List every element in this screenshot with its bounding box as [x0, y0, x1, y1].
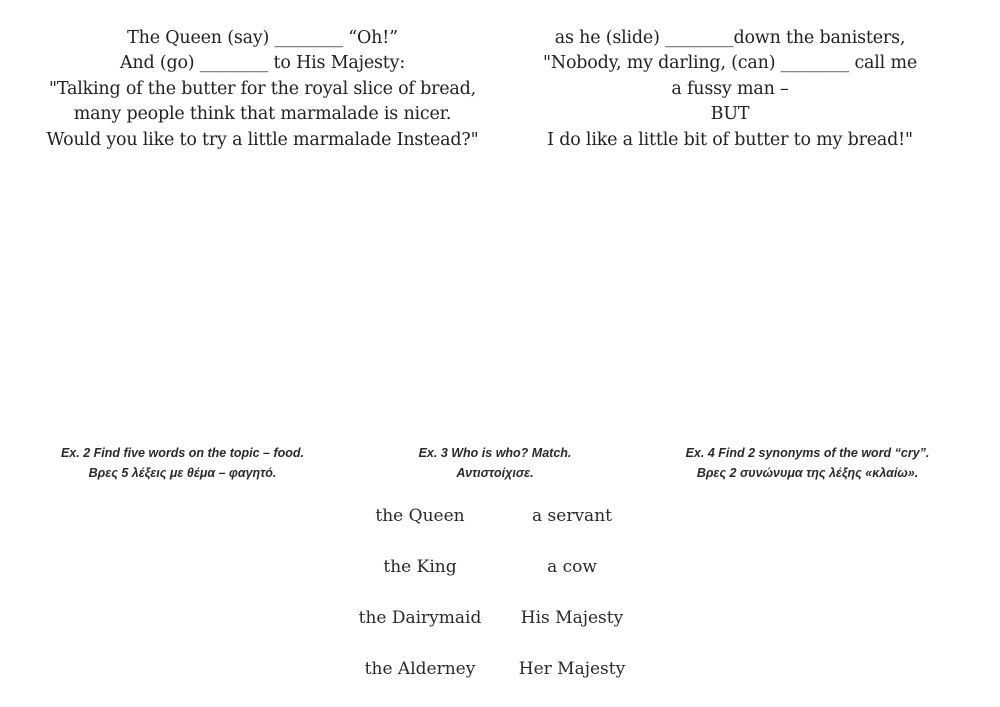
- poem-right-stanza: [510, 26, 950, 153]
- poem-line: And (go) ________ to His Majesty:: [119, 53, 406, 74]
- exercise-4-instruction-greek: Βρες 2 συνώνυμα της λέξης «κλαίω».: [696, 466, 919, 480]
- exercise-3-instruction: Ex. 3 Who is who? Match.: [418, 446, 572, 460]
- match-item-right[interactable]: a servant: [532, 506, 612, 526]
- poem-line: "Nobody, my darling, (can) ________ call me: [543, 53, 917, 74]
- poem-line: The Queen (say) ________ “Oh!”: [127, 28, 398, 48]
- poem-line: many people think that marmalade is nicer.: [73, 104, 452, 125]
- exercise-3-instruction-greek: Αντιστοίχισε.: [456, 466, 534, 480]
- match-item-left[interactable]: the Alderney: [364, 659, 476, 679]
- poem-line: a fussy man –: [671, 78, 789, 99]
- exercise-2-heading: [30, 443, 335, 483]
- exercise-2-instruction: Ex. 2 Find five words on the topic – food.: [60, 446, 305, 460]
- exercise-2-instruction-greek: Βρες 5 λέξεις με θέμα – φαγητό.: [88, 466, 277, 480]
- match-item-left[interactable]: the Dairymaid: [358, 608, 482, 628]
- poem-left-stanza: [40, 26, 485, 153]
- poem-line: Would you like to try a little marmalade Instead?": [46, 129, 479, 150]
- match-item-right[interactable]: a cow: [547, 557, 597, 577]
- exercise-3-heading: [375, 443, 615, 483]
- match-item-right[interactable]: Her Majesty: [518, 659, 626, 679]
- match-item-left[interactable]: the Queen: [375, 506, 465, 526]
- poem-line: as he (slide) ________down the banisters,: [554, 28, 906, 48]
- match-item-right[interactable]: His Majesty: [520, 608, 624, 628]
- exercise-4-heading: [655, 443, 960, 483]
- exercise-4-instruction: Ex. 4 Find 2 synonyms of the word “cry”.: [685, 446, 930, 460]
- poem-line: BUT: [710, 104, 750, 125]
- poem-line: I do like a little bit of butter to my bread!": [547, 129, 913, 150]
- poem-line: "Talking of the butter for the royal slice of bread,: [49, 78, 476, 99]
- match-item-left[interactable]: the King: [383, 557, 457, 577]
